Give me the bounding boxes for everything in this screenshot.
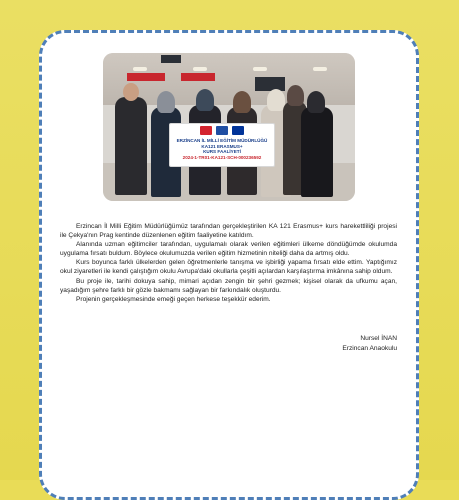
group-photo xyxy=(103,53,355,201)
person xyxy=(301,107,333,197)
photo-lamp xyxy=(253,67,267,71)
photo-lamp xyxy=(313,67,327,71)
photo-sign-dark xyxy=(161,55,181,63)
paragraph: Projenin gerçekleşmesinde emeği geçen herkese teşekkür ederim. xyxy=(76,295,271,303)
signature-org: Erzincan Anaokulu xyxy=(342,345,397,352)
meb-logo-icon xyxy=(216,126,228,135)
photo-sign-red xyxy=(127,73,165,81)
banner-line-2: KA121 ERASMUS+ xyxy=(201,143,243,149)
banner-line-4: 2024-1-TR01-KA121-SCH-000236592 xyxy=(182,154,262,160)
person-scarf xyxy=(157,91,175,113)
person-scarf xyxy=(307,91,325,113)
eu-flag-icon xyxy=(232,126,244,135)
signature-name: Nursel İNAN xyxy=(360,335,397,342)
person-head xyxy=(123,83,139,101)
paragraph: Erzincan İl Milli Eğitim Müdürlüğümüz tarafından gerçekleştirilen KA 121 Erasmus+ kurs harekettliliği projesi ile Çekya'nın Prag kentinde düzenlenen eğitim faaliyetine katıldım. xyxy=(60,223,397,240)
photo-sign-dark xyxy=(255,77,285,91)
person xyxy=(115,97,147,195)
signature-block xyxy=(342,334,397,354)
turkish-flag-icon xyxy=(200,126,212,135)
banner-line-1: ERZİNCAN İL MİLLİ EĞİTİM MÜDÜRLÜĞÜ xyxy=(176,138,268,143)
photo-sign-red xyxy=(181,73,215,81)
person-scarf xyxy=(233,91,251,113)
banner-line-3: KURS FAALİYETİ xyxy=(203,149,241,154)
person-scarf xyxy=(196,89,214,111)
person-scarf xyxy=(287,85,304,106)
erasmus-banner xyxy=(169,123,275,167)
photo-lamp xyxy=(133,67,147,71)
letter-body xyxy=(60,222,397,304)
paragraph: Alanında uzman eğitimciler tarafından, uygulamalı olarak verilen eğitimleri ülkeme döndüğümde okulumda uygulama fırsatı buldum. Böylece okulumuzda verilen eğitim hizmetinin niteliği daha da artmış oldu. xyxy=(60,241,397,258)
paragraph: Kurs boyunca farklı ülkelerden gelen öğretmenlerle tanışma ve işbirliği yapama fırsatı elde ettim. Yaptığımız okul ziyaretleri ile kendi çalıştığım okulu Avrupa'daki okullarla çeşitli açılardan karşılaştırma imkânına sahip oldum. xyxy=(60,259,397,276)
photo-lamp xyxy=(193,67,207,71)
paragraph: Bu proje ile, tarihi dokuya sahip, mimari açıdan zengin bir şehri gezmek; kişisel olarak da ufkumu açan, yaşadığım şehre farklı bir gözle bakmamı sağlayan bir farkındalık oluşturdu. xyxy=(60,277,397,294)
